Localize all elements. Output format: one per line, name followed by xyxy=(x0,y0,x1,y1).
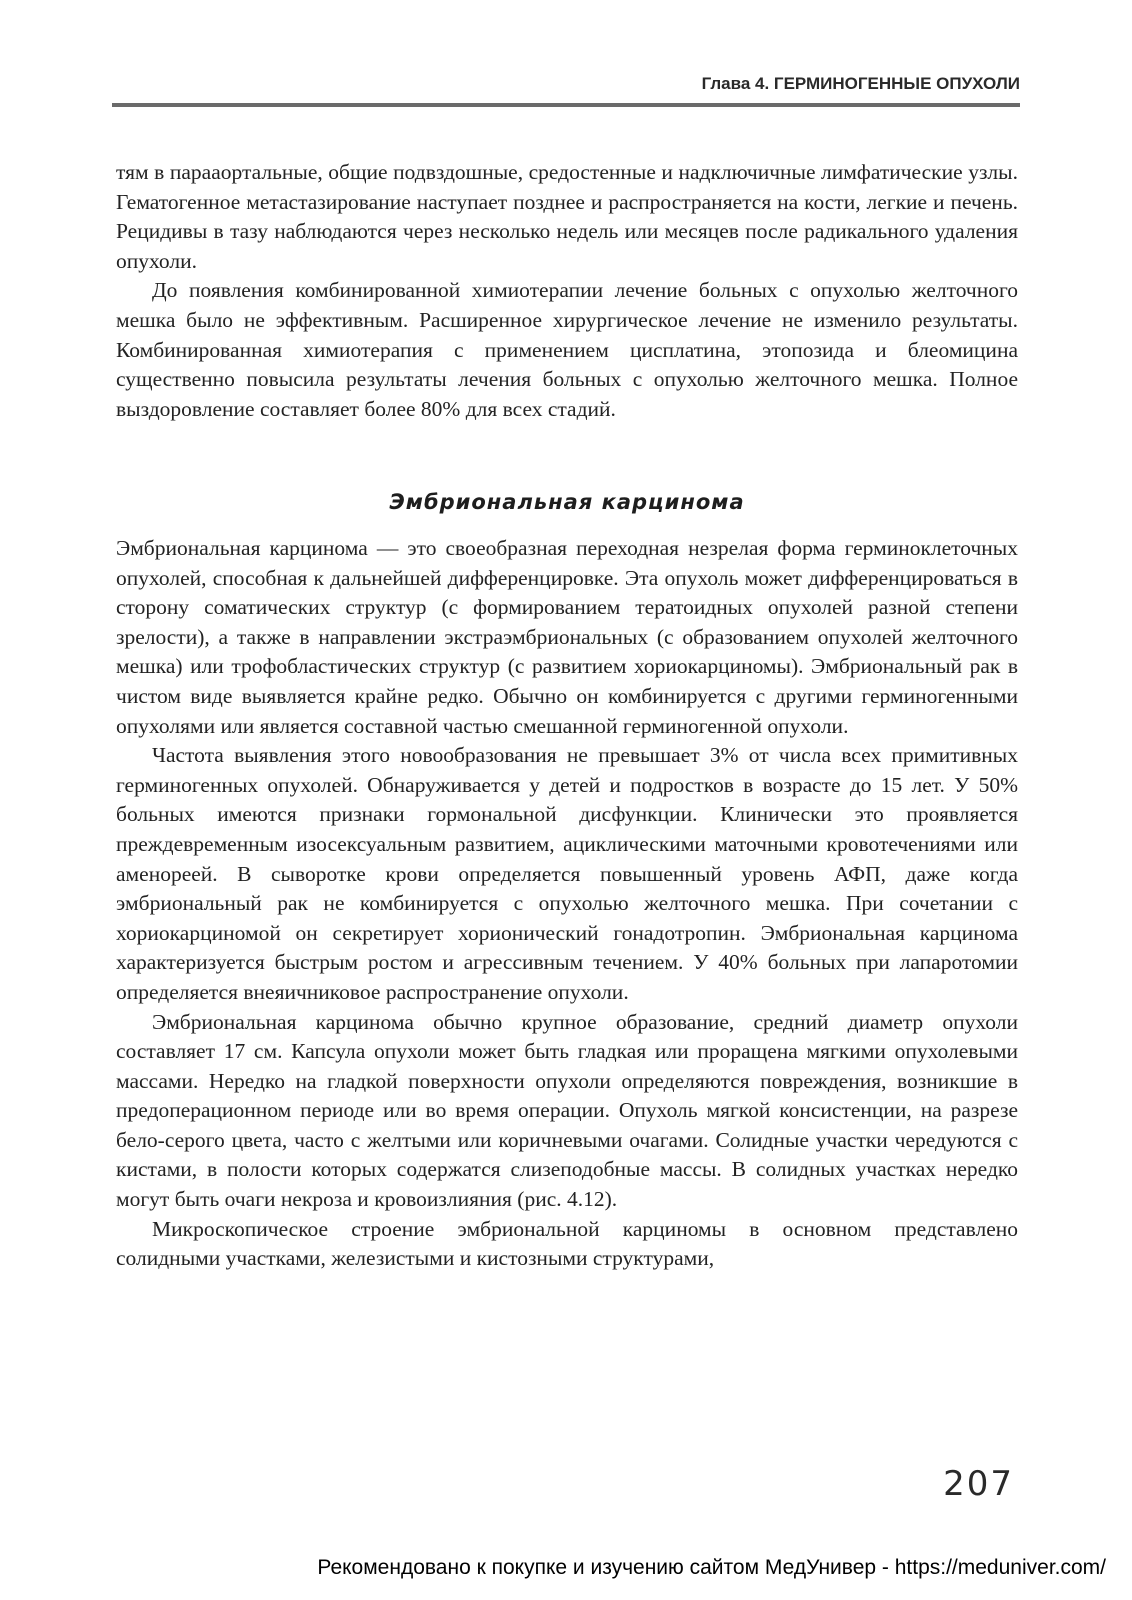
paragraph-3: Эмбриональная карцинома — это своеобразная переходная незрелая форма герминоклеточных опухолей, способная к дальнейшей дифференцировке. Эта опухоль может дифференцироваться в сторону соматических структур (с формированием тератоидных опухолей разной степени зрелости), а также в направлении экстраэмбриональных (с образованием опухолей желточного мешка) или трофобластических структур (с развитием хориокарциномы). Эмбриональный рак в чистом виде выявляется крайне редко. Обычно он комбинируется с другими герминогенными опухолями или является составной частью смешанной герминогенной опухоли. xyxy=(116,536,1018,738)
paragraph-2: До появления комбинированной химиотерапии лечение больных с опухолью желточного мешка было не эффективным. Расширенное хирургическое лечение не изменило результаты. Комбинированная химиотерапия с применением цисплатина, этопозида и блеомицина существенно повысила результаты лечения больных с опухолью желточного мешка. Полное выздоровление составляет более 80% для всех стадий. xyxy=(116,278,1018,421)
page-number: 207 xyxy=(943,1464,1014,1504)
running-head: Глава 4. ГЕРМИНОГЕННЫЕ ОПУХОЛИ xyxy=(701,74,1020,93)
paragraph-1: тям в парааортальные, общие подвздошные, средостенные и надключичные лимфатические узлы. Гематогенное метастазирование наступает позднее и распространяется на кости, легкие и печень. Рецидивы в тазу наблюдаются через несколько недель или месяцев после радикального удаления опухоли. xyxy=(116,160,1018,273)
paragraph-4: Частота выявления этого новообразования не превышает 3% от числа всех примитивных герминогенных опухолей. Обнаруживается у детей и подростков в возрасте до 15 лет. У 50% больных имеются признаки гормональной дисфункции. Клинически это проявляется преждевременным изосексуальным развитием, ациклическими маточными кровотечениями или аменореей. В сыворотке крови определяется повышенный уровень АФП, даже когда эмбриональный рак не комбинируется с опухолью желточного мешка. При сочетании с хориокарциномой он секретирует хорионический гонадотропин. Эмбриональная карцинома характеризуется быстрым ростом и агрессивным течением. У 40% больных при лапаротомии определяется внеяичниковое распространение опухоли. xyxy=(116,743,1018,1004)
paragraph-5: Эмбриональная карцинома обычно крупное образование, средний диаметр опухоли составляет 17 см. Капсула опухоли может быть гладкая или проращена мягкими опухолевыми массами. Нередко на гладкой поверхности опухоли определяются повреждения, возникшие в предоперационном периоде или во время операции. Опухоль мягкой консистенции, на разрезе бело-серого цвета, часто с желтыми или коричневыми очагами. Солидные участки чередуются с кистами, в полости которых содержатся слизеподобные массы. В солидных участках нередко могут быть очаги некроза и кровоизлияния (рис. 4.12). xyxy=(116,1009,1018,1212)
text-block-main xyxy=(116,534,1018,1274)
paragraph-6: Микроскопическое строение эмбриональной карциномы в основном представлено солидными участками, железистыми и кистозными структурами, xyxy=(116,1216,1018,1271)
footer-recommendation: Рекомендовано к покупке и изучению сайтом МедУнивер - https://meduniver.com/ xyxy=(317,1556,1106,1579)
text-block-top xyxy=(116,158,1018,424)
header-rule xyxy=(112,103,1020,107)
section-title: Эмбриональная карцинома xyxy=(389,490,745,514)
